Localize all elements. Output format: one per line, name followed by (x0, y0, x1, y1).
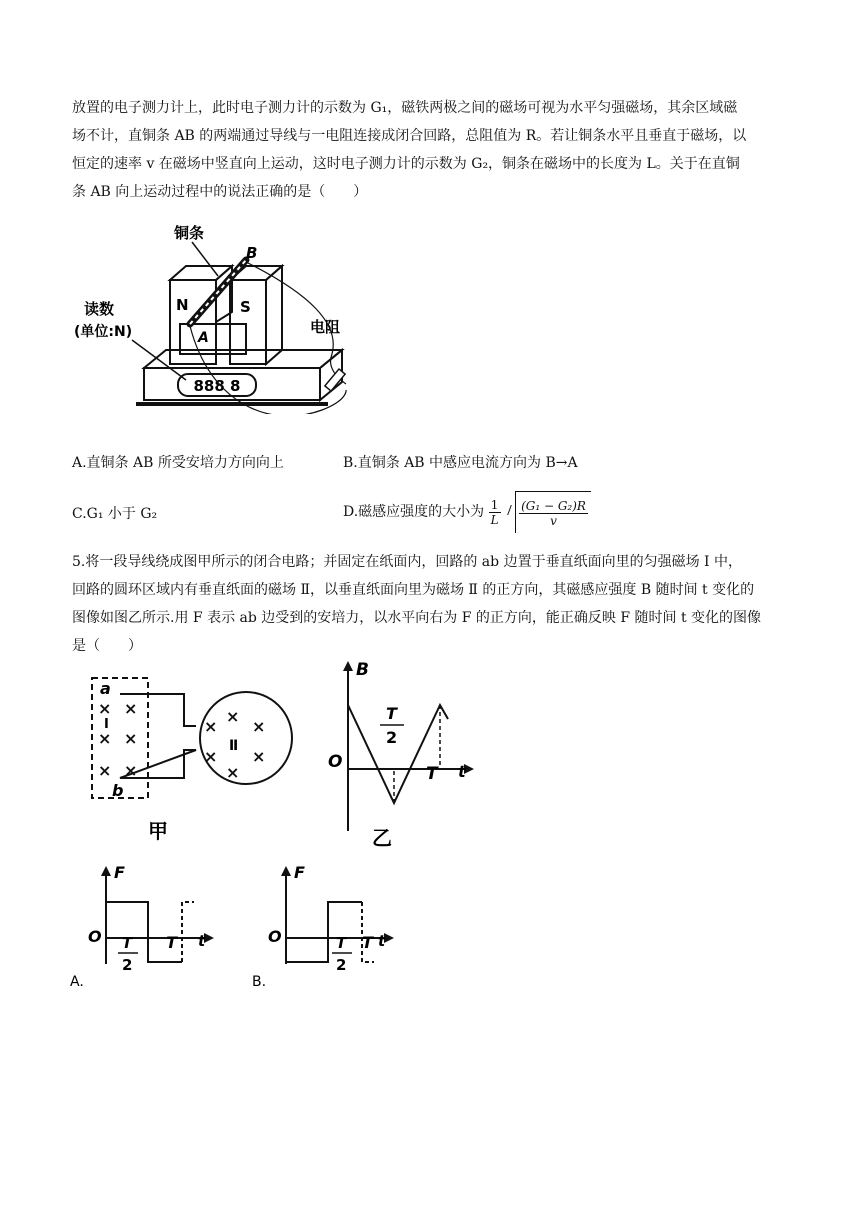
yi-label-T: T (426, 764, 438, 784)
graph-a-half-num: T (122, 934, 133, 952)
graph-b-O: O (268, 927, 282, 946)
frac-numerator: 1 (489, 498, 501, 513)
field-II-ring (200, 692, 292, 784)
label-I: I (104, 717, 109, 732)
svg-text:×: × (226, 763, 240, 782)
caption-yi: 乙 (372, 826, 392, 850)
scale-display-digits: 888 8 (193, 377, 241, 395)
svg-text:×: × (204, 717, 218, 736)
svg-text:×: × (124, 729, 138, 748)
option-d-prefix: D.磁感应强度的大小为 (343, 504, 485, 520)
a-end-label: A (198, 330, 209, 346)
fig-yi-b-t-graph (322, 655, 492, 850)
q4-option-c: C.G₁ 小于 G₂ (72, 506, 158, 522)
graph-a-label: A. (70, 974, 84, 990)
frac-denominator: L (490, 512, 499, 527)
fig-jia-circuit (86, 670, 306, 850)
graph-b-label: B. (252, 974, 267, 990)
option-d-fraction (489, 498, 501, 527)
graph-b (250, 862, 400, 992)
label-a: a (100, 679, 111, 698)
graph-b-F: F (294, 863, 305, 882)
q4-option-b: B.直铜条 AB 中感应电流方向为 B→A (343, 455, 578, 471)
yi-label-half-T-den: 2 (386, 728, 398, 747)
svg-text:×: × (98, 761, 112, 780)
graph-b-half-num: T (336, 934, 347, 952)
q4-option-d (343, 491, 591, 533)
unit-label: (单位:N) (74, 324, 133, 340)
s-pole-label: S (240, 298, 251, 316)
cross-marks-I (98, 699, 137, 780)
svg-text:×: × (98, 699, 112, 718)
svg-text:×: × (98, 729, 112, 748)
sqrt-denominator: v (550, 513, 557, 528)
caption-jia: 甲 (148, 819, 168, 843)
q5-stem (72, 548, 792, 660)
svg-text:×: × (252, 717, 266, 736)
graph-b-T: T (362, 933, 373, 952)
copper-label: 铜条 (174, 224, 205, 242)
svg-text:×: × (124, 761, 138, 780)
graph-a-half-den: 2 (122, 956, 133, 974)
svg-text:×: × (204, 747, 218, 766)
graph-a-curve (106, 902, 182, 962)
label-II: Ⅱ (229, 738, 239, 754)
n-pole-label: N (176, 296, 189, 314)
graph-a-O: O (88, 927, 102, 946)
graph-b-t: t (378, 932, 386, 950)
yi-label-t: t (458, 762, 466, 781)
graph-a-T: T (166, 933, 177, 952)
q4-stem (72, 94, 792, 206)
reading-label: 读数 (84, 300, 115, 318)
q5-line-1: 5.将一段导线绕成图甲所示的闭合电路；并固定在纸面内，回路的 ab 边置于垂直纸面向里的匀强磁场 I 中， (72, 554, 742, 570)
q5-line-4: 是（ ） (72, 638, 142, 654)
q4-line-3: 恒定的速率 v 在磁场中竖直向上运动，这时电子测力计的示数为 G₂，铜条在磁场中的长度为 L。关于在直铜 (72, 156, 740, 172)
q5-line-3: 图像如图乙所示.用 F 表示 ab 边受到的安培力，以水平向右为 F 的正方向，能正确反映 F 随时间 t 变化的图像 (72, 610, 762, 626)
q4-line-4: 条 AB 向上运动过程中的说法正确的是（ ） (72, 184, 368, 200)
yi-label-O: O (328, 752, 343, 772)
svg-text:×: × (252, 747, 266, 766)
q4-line-1: 放置的电子测力计上，此时电子测力计的示数为 G₁，磁铁两极之间的磁场可视为水平匀强磁场，其余区域磁 (72, 100, 738, 116)
graph-b-half-den: 2 (336, 956, 347, 974)
svg-text:×: × (124, 699, 138, 718)
b-end-label: B (246, 244, 258, 262)
yi-label-half-T-num: T (386, 704, 397, 723)
q4-magnet-figure (70, 214, 370, 414)
yi-b-curve (348, 705, 448, 803)
q4-line-2: 场不计，直铜条 AB 的两端通过导线与一电阻连接成闭合回路，总阻值为 R。若让铜条水平且垂直于磁场，以 (72, 128, 747, 144)
graph-a (70, 862, 220, 992)
option-d-sqrt (505, 491, 591, 533)
graph-a-t: t (198, 932, 206, 950)
q5-line-2: 回路的圆环区域内有垂直纸面的磁场 Ⅱ，以垂直纸面向里为磁场 Ⅱ 的正方向，其磁感应强度 B 随时间 t 变化的 (72, 582, 755, 598)
sqrt-numerator: (G₁ − G₂)R (521, 498, 586, 513)
svg-text:×: × (226, 707, 240, 726)
yi-label-B: B (356, 660, 369, 680)
resistor-label: 电阻 (310, 318, 341, 336)
label-b: b (112, 781, 124, 800)
graph-a-F: F (114, 863, 125, 882)
q4-option-a: A.直铜条 AB 所受安培力方向向上 (72, 455, 284, 471)
